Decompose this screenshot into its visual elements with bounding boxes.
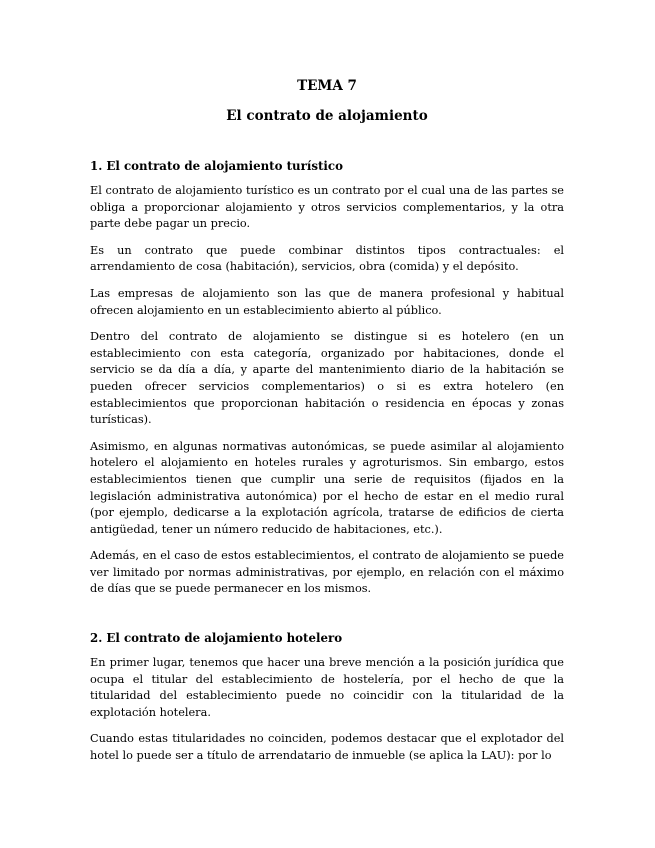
paragraph: Además, en el caso de estos establecimientos, el contrato de alojamiento se puede ver limitado por normas administrativas, por ejemplo, en relación con el máximo de días que se puede permanecer en los mismos.: [90, 549, 564, 596]
paragraph: Cuando estas titularidades no coinciden, podemos destacar que el explotador del hotel lo puede ser a título de arrendatario de inmueble (se aplica la LAU): por lo: [90, 732, 564, 763]
document-title: El contrato de alojamiento: [226, 108, 428, 124]
paragraph: Asimismo, en algunas normativas autonómicas, se puede asimilar al alojamiento hotelero el alojamiento en hoteles rurales y agroturismos. Sin embargo, estos establecimientos tienen que cumplir una serie de requisitos (fijados en la legislación administrativa autonómica) por el hecho de estar en el medio rural (por ejemplo, dedicarse a la explotación agrícola, tratarse de edificios de cierta antigüedad, tener un número reducido de habitaciones, etc.).: [90, 439, 564, 536]
paragraph: El contrato de alojamiento turístico es un contrato por el cual una de las partes se obliga a proporcionar alojamiento y otros servicios complementarios, y la otra parte debe pagar un precio.: [90, 184, 564, 231]
document-page: [90, 72, 564, 765]
section-heading: 2. El contrato de alojamiento hotelero: [90, 631, 343, 646]
paragraph: Es un contrato que puede combinar distintos tipos contractuales: el arrendamiento de cosa (habitación), servicios, obra (comida) y el depósito.: [90, 243, 564, 274]
document-title-topic: TEMA 7: [297, 78, 357, 94]
paragraph: En primer lugar, tenemos que hacer una breve mención a la posición jurídica que ocupa el titular del establecimiento de hostelería, por el hecho de que la titularidad del establecimiento puede no coincidir con la titularidad de la explotación hotelera.: [90, 656, 564, 719]
section-2: [90, 630, 564, 765]
paragraph: Las empresas de alojamiento son las que de manera profesional y habitual ofrecen alojamiento en un establecimiento abierto al público.: [90, 286, 564, 317]
paragraph: Dentro del contrato de alojamiento se distingue si es hotelero (en un establecimiento con esta categoría, organizado por habitaciones, donde el servicio se da día a día, y aparte del mantenimiento diario de la habitación se pueden ofrecer servicios complementarios) o si es extra hotelero (en establecimientos que proporcionan habitación o residencia en épocas y zonas turísticas).: [90, 330, 564, 427]
section-1: [90, 158, 564, 598]
section-heading: 1. El contrato de alojamiento turístico: [90, 159, 343, 173]
